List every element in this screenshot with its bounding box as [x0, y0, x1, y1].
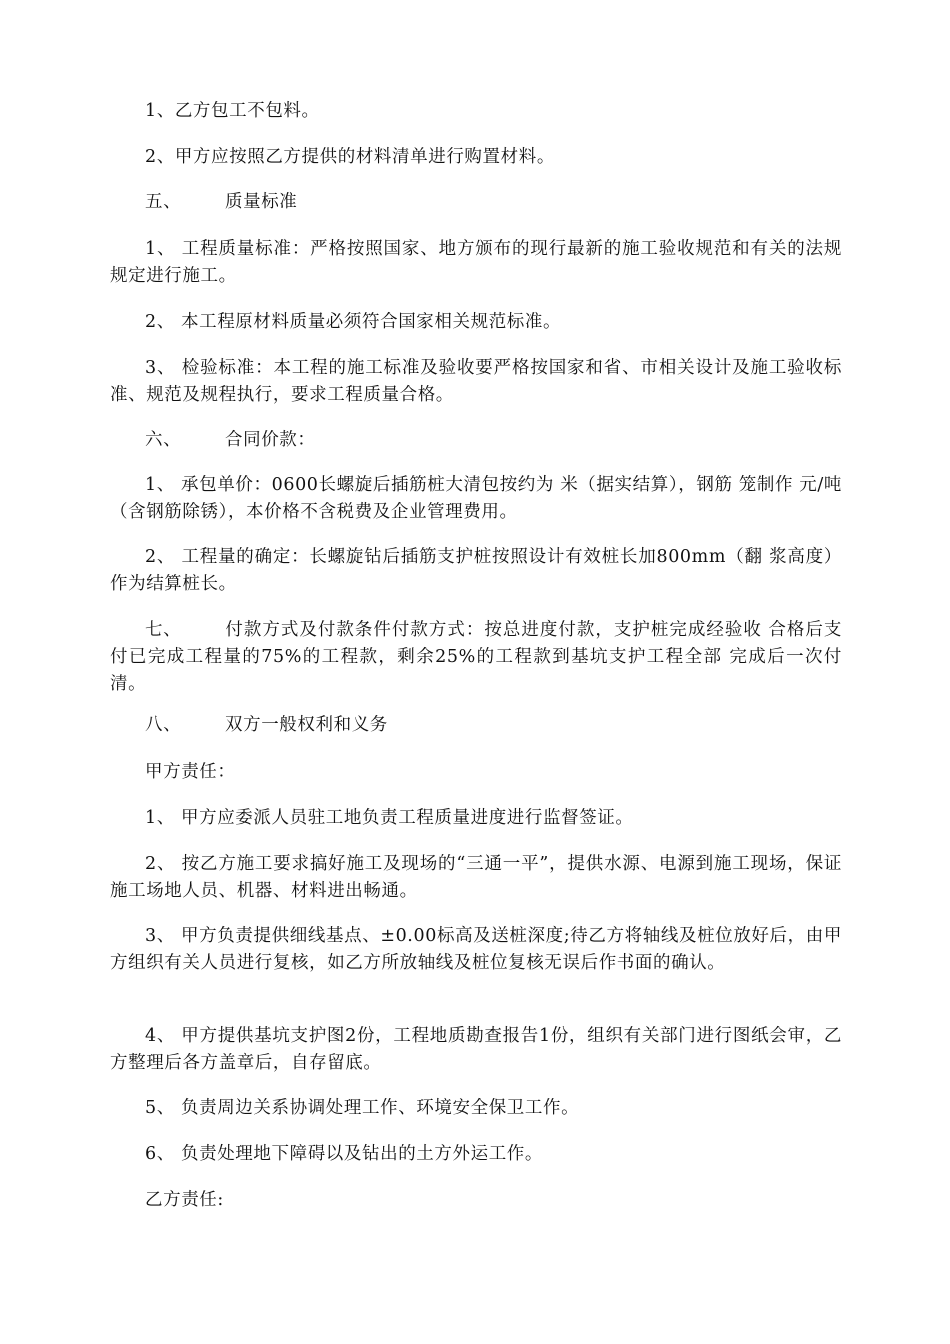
section-number: 六、: [145, 430, 182, 450]
paragraph-14: 6、 负责处理地下障碍以及钻出的土方外运工作。: [145, 1144, 543, 1164]
paragraph-6: 1、 承包单价：0600长螺旋后插筋桩大清包按约为 米（据实结算），钢筋 笼制作 元/吨（含钢筋除锈），本价格不含税费及企业管理费用。: [110, 475, 842, 522]
paragraph-15: 乙方责任:: [145, 1190, 224, 1210]
section-title: 付款方式及付款条件付款方式：按总进度付款，支护桩完成经验收 合格后支付已完成工程量的75%的工程款，剩余25%的工程款到基坑支护工程全部 完成后一次付清。: [110, 620, 842, 694]
paragraph-2: 2、甲方应按照乙方提供的材料清单进行购置材料。: [145, 147, 555, 167]
paragraph-1: 1、乙方包工不包料。: [145, 101, 320, 121]
section-heading-5: [110, 189, 842, 216]
section-number: 八、: [145, 715, 182, 735]
paragraph-8: 甲方责任：: [145, 762, 236, 782]
section-number: 五、: [145, 192, 182, 212]
paragraph-13: 5、 负责周边关系协调处理工作、环境安全保卫工作。: [145, 1098, 580, 1118]
paragraph-7: 2、 工程量的确定：长螺旋钻后插筋支护桩按照设计有效桩长加800mm（翻 浆高度）作为结算桩长。: [110, 547, 842, 594]
section-heading-6: [110, 427, 842, 454]
section-title: 双方一般权利和义务: [225, 715, 388, 735]
paragraph-10: 2、 按乙方施工要求搞好施工及现场的“三通一平”，提供水源、电源到施工现场，保证施工场地人员、机器、材料进出畅通。: [110, 854, 842, 901]
paragraph-12: 4、 甲方提供基坑支护图2份，工程地质勘查报告1份，组织有关部门进行图纸会审，乙方整理后各方盖章后，自存留底。: [110, 1026, 842, 1073]
paragraph-5: 3、 检验标准：本工程的施工标准及验收要严格按国家和省、市相关设计及施工验收标准、规范及规程执行，要求工程质量合格。: [110, 358, 842, 405]
section-title: 质量标准: [225, 192, 298, 212]
section-number: 七、: [145, 620, 182, 640]
section-title: 合同价款：: [225, 430, 316, 450]
paragraph-11: 3、 甲方负责提供细线基点、±0.00标高及送桩深度;待乙方将轴线及桩位放好后，由甲方组织有关人员进行复核，如乙方所放轴线及桩位复核无误后作书面的确认。: [110, 926, 842, 973]
paragraph-4: 2、 本工程原材料质量必须符合国家相关规范标准。: [145, 312, 562, 332]
section-heading-8: [110, 712, 842, 739]
paragraph-9: 1、 甲方应委派人员驻工地负责工程质量进度进行监督签证。: [145, 808, 634, 828]
paragraph-3: 1、 工程质量标准：严格按照国家、地方颁布的现行最新的施工验收规范和有关的法规规定进行施工。: [110, 239, 842, 286]
section-heading-7: [110, 617, 842, 698]
